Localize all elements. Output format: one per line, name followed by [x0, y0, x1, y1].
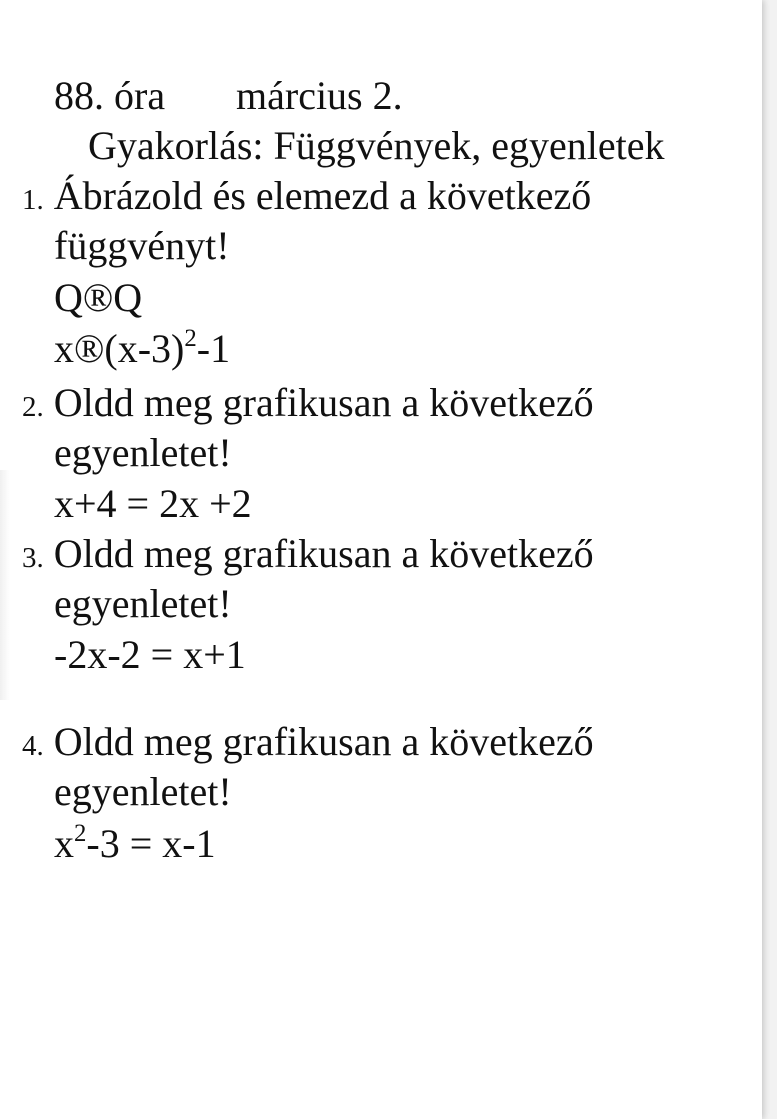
lesson-date: március 2. [236, 73, 403, 118]
rule-exponent: 2 [184, 325, 197, 353]
equation-base: x [54, 821, 74, 866]
task-3-line-2: egyenletet! [54, 581, 232, 626]
rule-suffix: -1 [196, 326, 231, 371]
task-number: 4. [22, 730, 44, 762]
task-4 [22, 718, 594, 770]
task-1-line-2: függvényt! [54, 223, 230, 268]
task-2 [22, 379, 594, 431]
task-2-equation: x+4 = 2x +2 [54, 481, 252, 526]
rule-prefix: x®(x-3) [54, 326, 185, 371]
task-text: Oldd meg grafikusan a következő [53, 380, 594, 425]
task-4-line-2: egyenletet! [54, 769, 232, 814]
task-4-equation [54, 820, 216, 868]
task-3-equation: -2x-2 = x+1 [54, 632, 246, 677]
task-1 [22, 172, 591, 224]
equation-rest: -3 = x-1 [86, 821, 216, 866]
task-3 [22, 530, 594, 582]
task-text: Oldd meg grafikusan a következő [53, 719, 594, 764]
task-number: 1. [22, 184, 44, 216]
page-title: Gyakorlás: Függvények, egyenletek [88, 123, 665, 168]
function-domain: Q®Q [54, 275, 143, 320]
task-number: 3. [22, 542, 44, 574]
task-number: 2. [22, 391, 44, 423]
equation-exponent: 2 [74, 820, 87, 848]
function-rule [54, 325, 230, 373]
page-edge-shadow [0, 470, 10, 700]
task-text: Ábrázold és elemezd a következő [53, 173, 592, 218]
task-2-line-2: egyenletet! [54, 430, 232, 475]
lesson-number: 88. óra [54, 73, 166, 118]
task-text: Oldd meg grafikusan a következő [53, 531, 594, 576]
